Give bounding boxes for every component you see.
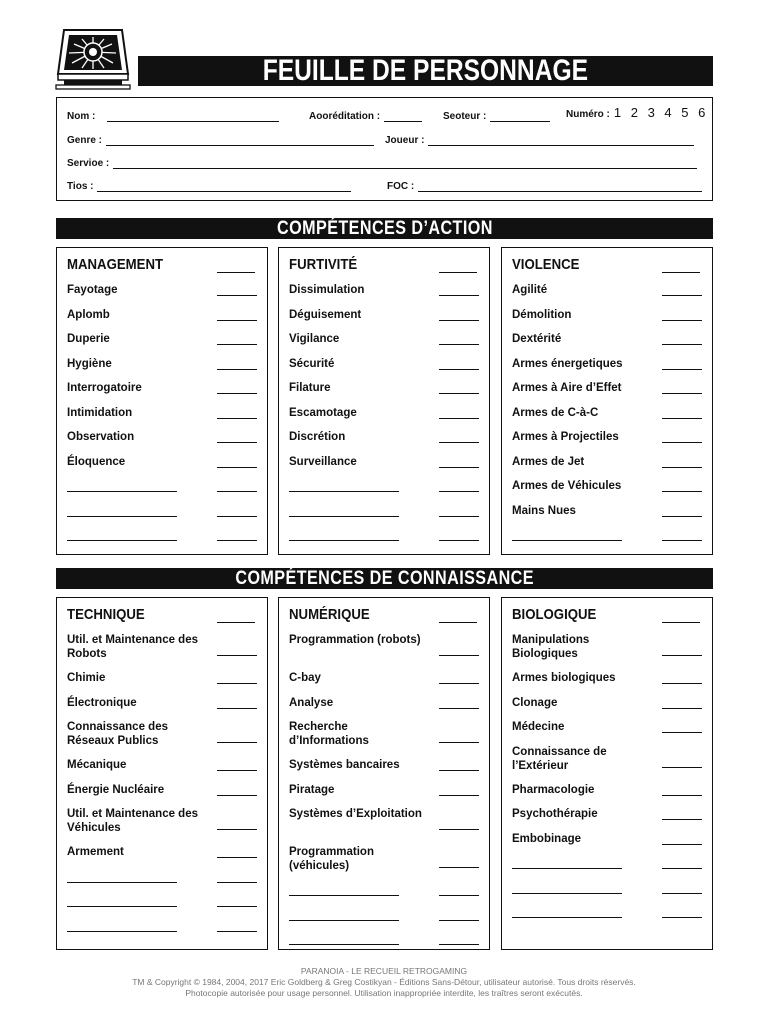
action-section-title: COMPÉTENCES D’ACTION [276,217,493,239]
skill-row [289,758,489,782]
skill-row [512,671,712,695]
skill-name: Mains Nues [512,504,576,517]
empty-skill-row [289,883,489,907]
skill-name: Clonage [512,696,558,709]
skill-name: C-bay [289,672,321,684]
numero-label: Numéro : [566,109,610,120]
nom-field[interactable] [67,108,279,122]
skill-score-blank[interactable] [217,857,257,858]
skill-row [67,406,267,430]
skill-score-blank[interactable] [439,418,479,419]
column-title-text: MANAGEMENT [67,256,164,273]
skill-score-blank[interactable] [662,708,702,709]
skill-score-blank[interactable] [662,917,702,918]
paranoia-computer-logo-icon [54,26,132,90]
skill-row [289,633,489,671]
empty-skill-row [512,905,712,929]
skill-score-blank[interactable] [217,418,257,419]
skill-row [512,783,712,807]
skill-score-blank[interactable] [439,393,479,394]
skill-row [289,406,489,430]
skill-score-blank[interactable] [662,418,702,419]
custom-skill-name-line[interactable] [67,931,177,932]
skill-name: Programmation (robots) [289,634,421,646]
skill-score-blank[interactable] [439,467,479,468]
skill-name: Recherche d’Informations [289,721,369,747]
skill-score-blank[interactable] [439,344,479,345]
skill-score-blank[interactable] [439,491,479,492]
knowledge-section-header [56,568,713,589]
skill-score-blank[interactable] [662,819,702,820]
skill-name: Systèmes d’Exploitation [289,808,422,820]
skill-score-blank[interactable] [662,844,702,845]
skill-row [512,720,712,744]
skill-name: Fayotage [67,284,118,296]
skill-score-blank[interactable] [662,683,702,684]
accreditation-field[interactable] [309,108,422,122]
footer [0,966,768,999]
skill-score-blank[interactable] [662,868,702,869]
custom-skill-name-line[interactable] [512,917,622,918]
biologique-column [501,597,713,950]
column-title [289,256,367,273]
technique-column [56,597,268,950]
skill-row [512,455,712,479]
foc-label: FOC : [387,181,415,192]
skill-name: Mécanique [67,759,127,771]
empty-skill-row [289,908,489,932]
skill-score-blank[interactable] [439,683,479,684]
skill-name: Intimidation [67,406,133,419]
skill-score-blank[interactable] [662,893,702,894]
service-line[interactable] [113,157,697,169]
custom-skill-name-line[interactable] [67,906,177,907]
numerique-column [278,597,490,950]
skill-name: Armes à Aire d’Effet [512,382,622,394]
skill-row [289,696,489,720]
service-label: Servioe : [67,158,110,169]
foc-line[interactable] [418,180,702,192]
empty-skill-row [67,528,267,552]
skill-score-blank[interactable] [217,491,257,492]
skill-name: Discrétion [289,431,346,443]
column-title-text: BIOLOGIQUE [512,606,597,623]
skill-row [67,357,267,381]
page-title-text: FEUILLE DE PERSONNAGE [262,54,589,87]
violence-column [501,247,713,555]
skill-score-blank[interactable] [662,320,702,321]
skill-name: Analyse [289,696,334,709]
genre-label: Genre : [67,135,103,146]
skill-row [289,332,489,356]
empty-skill-row [289,528,489,552]
page-title [138,56,713,86]
skill-row [512,406,712,430]
empty-skill-row [67,504,267,528]
skill-score-blank[interactable] [217,320,257,321]
skill-name: Dissimulation [289,284,365,296]
skill-row [512,745,712,783]
skill-row [67,381,267,405]
skill-row [289,283,489,307]
skill-score-blank[interactable] [217,295,257,296]
skill-score-blank[interactable] [439,944,479,945]
column-title-text: VIOLENCE [512,256,580,273]
custom-skill-name-line[interactable] [512,868,622,869]
skill-name: Armes énergetiques [512,357,623,370]
column-title [67,606,155,623]
secteur-field[interactable] [443,108,550,122]
skill-row [289,845,489,883]
skill-name: Filature [289,382,331,394]
skill-row [512,283,712,307]
skill-score-blank[interactable] [217,770,257,771]
skill-score-blank[interactable] [439,829,479,830]
skill-name: Systèmes bancaires [289,759,400,771]
skill-score-blank[interactable] [439,795,479,796]
joueur-field[interactable] [385,132,694,146]
skill-name: Escamotage [289,406,357,419]
nom-line[interactable] [107,110,279,122]
skill-row [512,633,712,671]
skill-score-blank[interactable] [439,770,479,771]
skill-name: Armes de Jet [512,455,585,468]
skill-score-blank[interactable] [662,655,702,656]
skill-row [289,807,489,845]
empty-skill-row [289,932,489,956]
accreditation-line[interactable] [384,110,422,122]
skill-score-blank[interactable] [439,295,479,296]
skill-score-blank[interactable] [217,655,257,656]
skill-score-blank[interactable] [217,393,257,394]
skill-row [67,696,267,720]
skill-row [512,332,712,356]
management-column [56,247,268,555]
skill-row [289,720,489,758]
skill-row [289,308,489,332]
custom-skill-name-line[interactable] [67,540,177,541]
skill-name: Éloquence [67,455,126,468]
column-title [512,606,608,623]
skill-row [289,455,489,479]
skill-score-blank[interactable] [217,369,257,370]
skill-score-blank[interactable] [217,931,257,932]
skill-score-blank[interactable] [217,906,257,907]
skill-score-blank[interactable] [217,882,257,883]
skill-score-blank[interactable] [217,829,257,830]
skill-score-blank[interactable] [439,867,479,868]
skill-name: Hygiène [67,357,112,370]
skill-score-blank[interactable] [662,442,702,443]
skill-row [512,807,712,831]
skill-name: Programmation (véhicules) [289,846,374,872]
skill-row [512,308,712,332]
skill-row [67,308,267,332]
genre-field[interactable] [67,132,374,146]
skill-name: Armes à Projectiles [512,431,619,443]
custom-skill-name-line[interactable] [67,491,177,492]
joueur-line[interactable] [428,134,694,146]
skill-name: Démolition [512,308,572,321]
column-title-text: TECHNIQUE [67,606,145,623]
skill-row [67,807,267,845]
custom-skill-name-line[interactable] [67,516,177,517]
skill-row [67,845,267,869]
custom-skill-name-line[interactable] [289,540,399,541]
tics-line[interactable] [97,180,351,192]
custom-skill-name-line[interactable] [289,516,399,517]
skill-name: Armes biologiques [512,672,616,684]
skill-name: Dextérité [512,333,562,345]
column-title-text: NUMÉRIQUE [289,606,370,623]
column-title [67,256,176,273]
skill-name: Agilité [512,284,548,296]
footer-line-1: PARANOIA - LE RECUEIL RETROGAMING [300,966,468,976]
skill-score-blank[interactable] [662,540,702,541]
tics-field[interactable] [67,178,351,192]
skill-score-blank[interactable] [662,344,702,345]
action-section-header [56,218,713,239]
skill-row [67,758,267,782]
column-title [512,256,589,273]
empty-skill-row [512,856,712,880]
skill-score-blank[interactable] [662,369,702,370]
skill-row [512,381,712,405]
skill-name: Électronique [67,696,137,709]
skill-name: Connaissance de l’Extérieur [512,745,607,772]
skill-score-blank[interactable] [439,895,479,896]
skill-name: Sécurité [289,357,335,370]
column-title [289,606,381,623]
skill-name: Aplomb [67,308,110,321]
skill-row [289,783,489,807]
skill-name: Pharmacologie [512,783,595,796]
numero-field[interactable] [566,106,708,120]
skill-row [67,283,267,307]
skill-score-blank[interactable] [217,467,257,468]
column-score-blank[interactable] [439,622,477,623]
skill-score-blank[interactable] [217,442,257,443]
skill-score-blank[interactable] [662,393,702,394]
nom-label: Nom : [67,111,96,122]
skill-name: Embobinage [512,832,582,845]
skill-name: Interrogatoire [67,382,142,394]
skill-row [289,357,489,381]
skill-score-blank[interactable] [439,442,479,443]
skill-name: Psychothérapie [512,808,598,820]
skill-score-blank[interactable] [662,767,702,768]
skill-name: Surveillance [289,455,357,468]
skill-name: Armes de C-à-C [512,406,599,419]
skill-score-blank[interactable] [662,795,702,796]
skill-row [67,430,267,454]
custom-skill-name-line[interactable] [289,920,399,921]
custom-skill-name-line[interactable] [289,895,399,896]
empty-skill-row [67,919,267,943]
custom-skill-name-line[interactable] [67,882,177,883]
skill-row [67,633,267,671]
skill-name: Vigilance [289,333,340,345]
joueur-label: Joueur : [385,135,425,146]
skill-row [67,332,267,356]
skill-score-blank[interactable] [439,708,479,709]
skill-score-blank[interactable] [217,344,257,345]
skill-score-blank[interactable] [439,655,479,656]
column-score-blank[interactable] [217,622,255,623]
empty-skill-row [67,894,267,918]
skill-row [512,479,712,503]
empty-skill-row [289,479,489,503]
empty-skill-row [512,528,712,552]
skill-score-blank[interactable] [662,516,702,517]
skill-name: Piratage [289,783,335,796]
skill-score-blank[interactable] [217,516,257,517]
skill-score-blank[interactable] [439,920,479,921]
skill-score-blank[interactable] [439,516,479,517]
skill-row [512,832,712,856]
skill-name: Armement [67,846,124,858]
skill-row [512,430,712,454]
empty-skill-row [67,479,267,503]
skill-row [289,381,489,405]
secteur-label: Seoteur : [443,111,487,122]
skill-score-blank[interactable] [662,491,702,492]
skill-name: Connaissance des Réseaux Publics [67,721,168,747]
skill-row [67,720,267,758]
skill-row [67,455,267,479]
tics-label: Tios : [67,181,94,192]
foc-field[interactable] [387,178,702,192]
column-score-blank[interactable] [662,272,700,273]
service-field[interactable] [67,155,697,169]
skill-name: Manipulations Biologiques [512,634,590,660]
column-title-text: FURTIVITÉ [289,256,358,273]
custom-skill-name-line[interactable] [289,944,399,945]
skill-name: Observation [67,431,135,443]
skill-row [67,783,267,807]
skill-score-blank[interactable] [217,540,257,541]
skill-name: Énergie Nucléaire [67,783,165,796]
column-score-blank[interactable] [439,272,477,273]
skill-name: Util. et Maintenance des Véhicules [67,808,199,834]
skill-score-blank[interactable] [662,732,702,733]
skill-score-blank[interactable] [662,295,702,296]
footer-line-3: Photocopie autorisée pour usage personnel. Utilisation inappropriée interdite, les traîtres seront exécutés. [185,988,583,998]
furtivite-column [278,247,490,555]
footer-line-2: TM & Copyright © 1984, 2004, 2017 Eric Goldberg & Greg Costikyan - Éditions Sans-Détour, utilisateur autorisé. Tous droits réservés. [132,977,636,987]
skill-row [512,696,712,720]
column-score-blank[interactable] [217,272,255,273]
skill-score-blank[interactable] [439,540,479,541]
skill-row [512,504,712,528]
empty-skill-row [512,881,712,905]
skill-name: Déguisement [289,308,362,321]
custom-skill-name-line[interactable] [289,491,399,492]
skill-score-blank[interactable] [217,795,257,796]
skill-name: Chimie [67,672,106,684]
empty-skill-row [67,870,267,894]
skill-name: Duperie [67,333,110,345]
skill-row [67,671,267,695]
empty-skill-row [289,504,489,528]
skill-name: Médecine [512,721,565,733]
genre-line[interactable] [106,134,374,146]
skill-score-blank[interactable] [217,708,257,709]
skill-score-blank[interactable] [217,742,257,743]
skill-score-blank[interactable] [662,467,702,468]
skill-score-blank[interactable] [439,742,479,743]
custom-skill-name-line[interactable] [512,893,622,894]
knowledge-section-title: COMPÉTENCES DE CONNAISSANCE [235,567,534,589]
accreditation-label: Aooréditation : [309,111,381,122]
identity-box [56,97,713,201]
custom-skill-name-line[interactable] [512,540,622,541]
skill-row [512,357,712,381]
skill-score-blank[interactable] [439,369,479,370]
skill-score-blank[interactable] [439,320,479,321]
secteur-line[interactable] [490,110,550,122]
skill-row [289,671,489,695]
column-score-blank[interactable] [662,622,700,623]
skill-score-blank[interactable] [217,683,257,684]
skill-name: Armes de Véhicules [512,480,622,492]
skill-name: Util. et Maintenance des Robots [67,634,199,660]
numero-digits[interactable]: 1 2 3 4 5 6 [613,105,709,120]
skill-row [289,430,489,454]
